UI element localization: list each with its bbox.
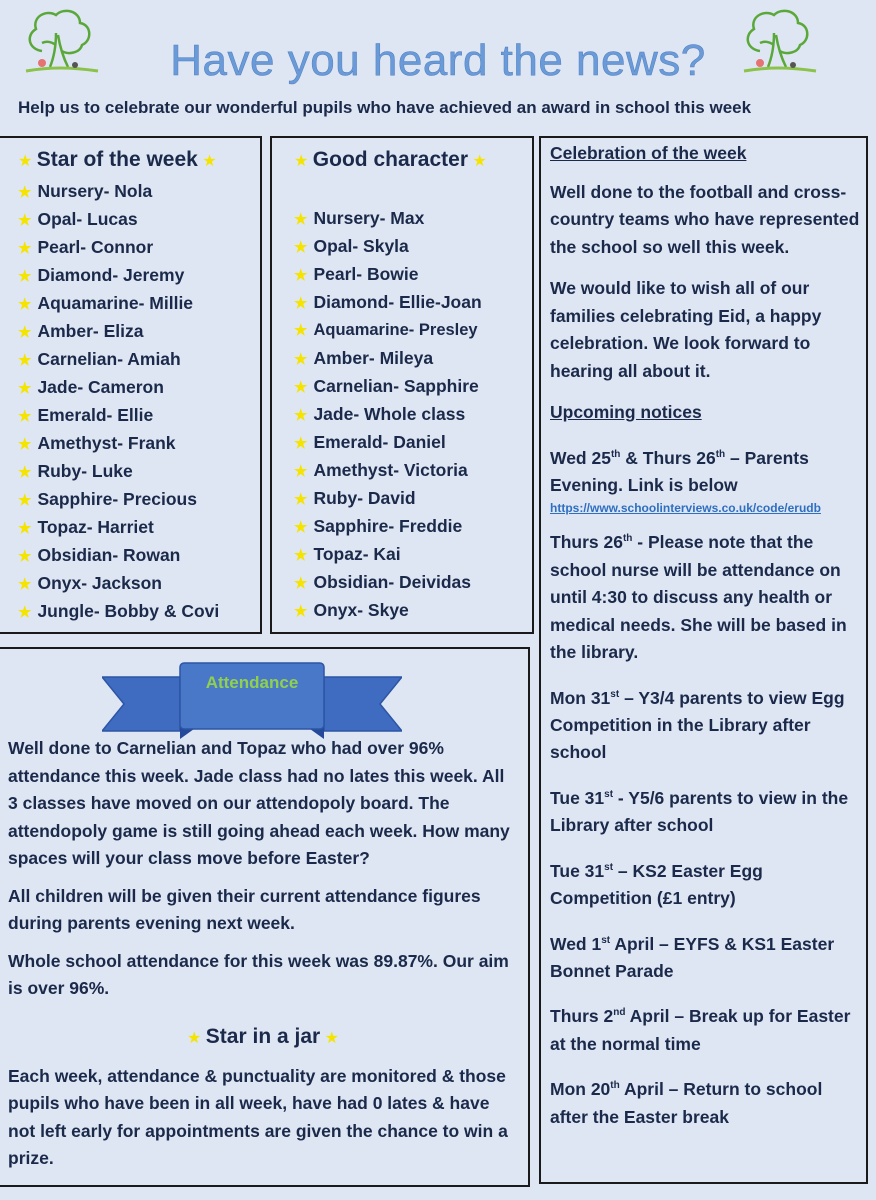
notice-item: Thurs 26th - Please note that the school nurse will be attendance on until 4:30 to discuss any health or medical needs. She will be based in the library. xyxy=(550,532,847,663)
star-icon: ★ xyxy=(18,352,32,369)
parents-evening-link[interactable]: https://www.schoolinterviews.co.uk/code/erudb xyxy=(550,501,821,516)
list-item: ★ Jade- Cameron xyxy=(18,377,164,397)
list-item: ★ Nursery- Nola xyxy=(18,181,153,201)
star-icon: ★ xyxy=(18,408,32,425)
list-item: ★ Ruby- David xyxy=(294,488,416,508)
list-item: ★ Emerald- Ellie xyxy=(18,405,154,425)
list-item: ★ Nursery- Max xyxy=(294,208,425,228)
list-item: ★ Jade- Whole class xyxy=(294,404,466,424)
list-item: ★ Carnelian- Sapphire xyxy=(294,376,479,396)
list-item: ★ Amethyst- Victoria xyxy=(294,460,468,480)
list-item: ★ Emerald- Daniel xyxy=(294,432,446,452)
star-icon: ★ xyxy=(18,436,32,453)
good-character-box xyxy=(270,136,534,634)
good-character-heading: ★ Good character ★ xyxy=(294,148,487,171)
star-icon: ★ xyxy=(202,153,217,170)
notices-box xyxy=(539,136,868,1184)
list-item: ★ Obsidian- Rowan xyxy=(18,545,181,565)
list-item: ★ Opal- Lucas xyxy=(18,209,138,229)
list-item: ★ Aquamarine- Presley xyxy=(294,321,478,339)
notice-item: Thurs 2nd April – Break up for Easter at the normal time xyxy=(550,1006,851,1054)
star-icon: ★ xyxy=(294,435,308,452)
notice-item: Wed 1st April – EYFS & KS1 Easter Bonnet Parade xyxy=(550,933,835,981)
list-item: ★ Amethyst- Frank xyxy=(18,433,176,453)
notices-heading: Upcoming notices xyxy=(550,402,702,422)
star-icon: ★ xyxy=(18,153,33,170)
star-icon: ★ xyxy=(294,267,308,284)
star-icon: ★ xyxy=(294,351,308,368)
list-item: ★ Topaz- Kai xyxy=(294,544,401,564)
attendance-text: All children will be given their current attendance figures during parents evening next week. xyxy=(8,885,481,933)
list-item: ★ Pearl- Bowie xyxy=(294,264,419,284)
star-icon: ★ xyxy=(472,153,487,170)
star-icon: ★ xyxy=(18,548,32,565)
notice-item: Tue 31st – KS2 Easter Egg Competition (£1 entry) xyxy=(550,860,763,909)
notice-item: Wed 25th & Thurs 26th – Parents Evening. Link is below xyxy=(550,447,809,495)
star-icon: ★ xyxy=(294,547,308,564)
notice-item: Mon 20th April – Return to school after the Easter break xyxy=(550,1079,823,1127)
list-item: ★ Topaz- Harriet xyxy=(18,517,154,537)
list-item: ★ Onyx- Jackson xyxy=(18,573,162,593)
attendance-banner-label: Attendance xyxy=(205,673,299,692)
attendance-text: Well done to Carnelian and Topaz who had over 96% attendance this week. Jade class had no lates this week. All 3 classes have moved on our attendopoly board. The attendopoly game is still going ahead each week. How many spaces will your class move before Easter? xyxy=(8,738,510,868)
page-title: Have you heard the news? xyxy=(170,36,706,85)
star-icon: ★ xyxy=(294,603,308,620)
notice-item: Mon 31st – Y3/4 parents to view Egg Competition in the Library after school xyxy=(550,687,845,763)
celebration-heading: Celebration of the week xyxy=(550,143,747,163)
star-icon: ★ xyxy=(18,268,32,285)
star-icon: ★ xyxy=(18,240,32,257)
star-icon: ★ xyxy=(294,295,308,312)
star-icon: ★ xyxy=(18,296,32,313)
star-of-week-box xyxy=(0,136,262,634)
list-item: ★ Opal- Skyla xyxy=(294,236,409,256)
star-icon: ★ xyxy=(18,184,32,201)
star-of-week-heading: ★ Star of the week ★ xyxy=(18,148,217,171)
attendance-text: Whole school attendance for this week was 89.87%. Our aim is over 96%. xyxy=(8,950,509,998)
list-item: ★ Ruby- Luke xyxy=(18,461,133,481)
list-item: ★ Amber- Mileya xyxy=(294,348,434,368)
star-icon: ★ xyxy=(294,379,308,396)
list-item: ★ Amber- Eliza xyxy=(18,321,144,341)
list-item: ★ Obsidian- Deividas xyxy=(294,572,471,592)
list-item: ★ Diamond- Ellie-Joan xyxy=(294,292,482,312)
attendance-box xyxy=(0,647,530,1187)
list-item: ★ Pearl- Connor xyxy=(18,237,154,257)
star-icon: ★ xyxy=(18,464,32,481)
star-icon: ★ xyxy=(294,322,308,339)
star-icon: ★ xyxy=(294,407,308,424)
star-in-jar-heading: ★ Star in a jar ★ xyxy=(187,1024,339,1048)
star-icon: ★ xyxy=(18,576,32,593)
star-icon: ★ xyxy=(294,153,309,170)
list-item: ★ Carnelian- Amiah xyxy=(18,349,181,369)
page-subtitle: Help us to celebrate our wonderful pupils who have achieved an award in school this week xyxy=(18,98,752,117)
star-icon: ★ xyxy=(187,1029,202,1047)
list-item: ★ Onyx- Skye xyxy=(294,600,409,620)
star-icon: ★ xyxy=(294,463,308,480)
star-icon: ★ xyxy=(18,324,32,341)
star-icon: ★ xyxy=(18,380,32,397)
celebration-text: Well done to the football and cross-country teams who have represented the school so well this week. xyxy=(550,181,860,257)
star-icon: ★ xyxy=(18,212,32,229)
list-item: ★ Sapphire- Freddie xyxy=(294,516,463,536)
celebration-text: We would like to wish all of our families celebrating Eid, a happy celebration. We look forward to hearing all about it. xyxy=(550,278,822,381)
list-item: ★ Jungle- Bobby & Covi xyxy=(18,601,220,621)
star-icon: ★ xyxy=(294,239,308,256)
list-item: ★ Diamond- Jeremy xyxy=(18,265,185,285)
list-item: ★ Aquamarine- Millie xyxy=(18,293,194,313)
star-icon: ★ xyxy=(294,575,308,592)
star-icon: ★ xyxy=(18,604,32,621)
star-icon: ★ xyxy=(324,1029,339,1047)
attendance-text: Each week, attendance & punctuality are monitored & those pupils who have been in all week, have had 0 lates & have not left early for appointments are given the chance to win a prize. xyxy=(8,1065,508,1168)
notice-item: Tue 31st - Y5/6 parents to view in the Library after school xyxy=(550,787,849,836)
star-icon: ★ xyxy=(294,519,308,536)
star-icon: ★ xyxy=(18,492,32,509)
list-item: ★ Sapphire- Precious xyxy=(18,489,197,509)
star-icon: ★ xyxy=(18,520,32,537)
star-icon: ★ xyxy=(294,491,308,508)
star-icon: ★ xyxy=(294,211,308,228)
